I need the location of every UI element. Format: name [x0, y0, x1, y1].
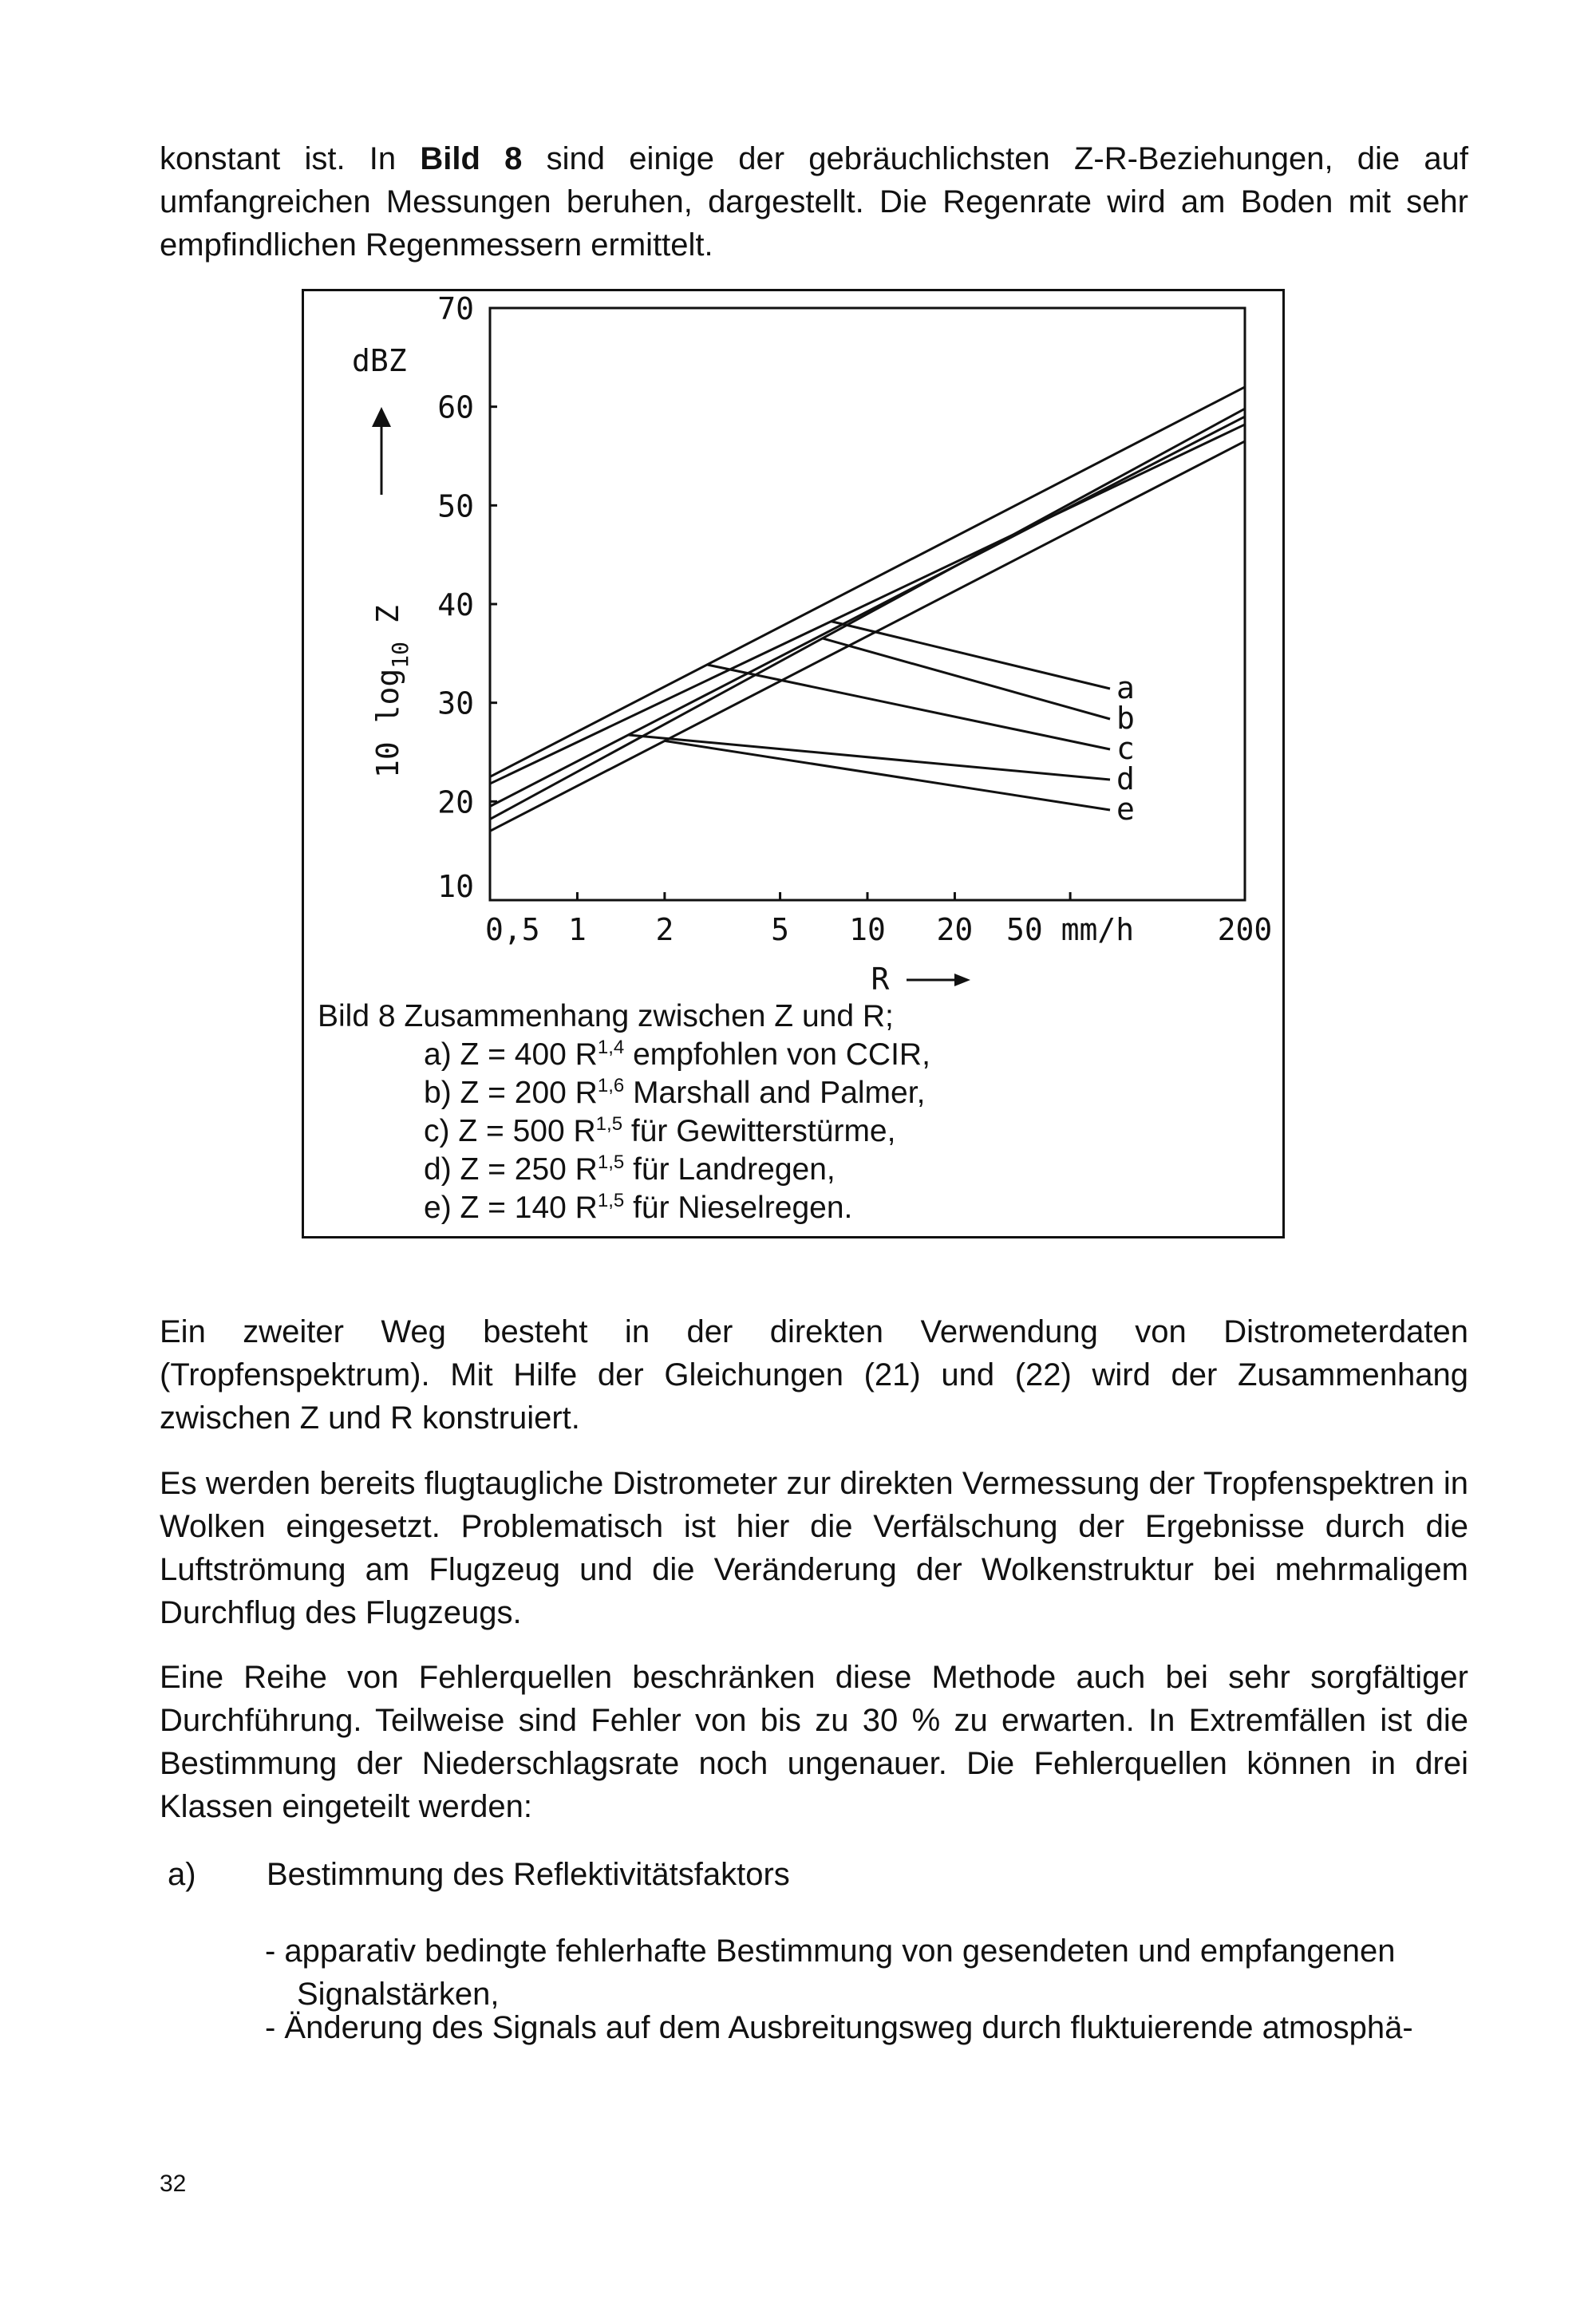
y-axis-label: 10 $\log_{10} Z$ — [370, 605, 413, 778]
x-tick-label: 10 — [849, 912, 886, 947]
plot-area — [352, 291, 1272, 997]
y-tick-label: 20 — [437, 784, 474, 820]
page-number: 32 — [160, 2171, 187, 2197]
series-label: b — [1116, 701, 1135, 736]
caption-item: a) Z = 400 R$^{1,4}$ empfohlen von CCIR, — [424, 1037, 930, 1072]
series-leader — [665, 741, 1110, 810]
caption-title: Bild 8 Zusammenhang zwischen Z und R; — [318, 999, 894, 1033]
x-tick-label: 0,5 — [485, 912, 540, 947]
x-tick-label: 50 mm/h — [1006, 912, 1135, 947]
y-axis-unit: dBZ — [352, 343, 407, 378]
series-label: e — [1116, 792, 1135, 827]
series-leader — [832, 622, 1110, 689]
x-tick-label: 20 — [936, 912, 974, 947]
paragraph-flight: Es werden bereits flugtaugliche Distrometer zur direkten Vermessung der Tropfenspektren in Wolken eingesetzt. Problematisch ist hier die Verfälschung der Ergebnisse durch die Luftströmung am Flugzeug und die Veränderung der Wolkenstruktur bei mehrmaligem Durchflug des Flugzeugs. — [160, 1466, 1468, 1630]
series-label: a — [1116, 670, 1135, 705]
y-tick-label: 50 — [437, 488, 474, 524]
paragraph-distrometer: Ein zweiter Weg besteht in der direkten Verwendung von Distrometerdaten (Tropfenspektrum). Mit Hilfe der Gleichungen (21) und (22) wird der Zusammenhang zwischen Z und R konstruiert. — [160, 1314, 1468, 1436]
caption-item: c) Z = 500 R$^{1,5}$ für Gewitterstürme, — [424, 1113, 896, 1148]
y-tick-label: 60 — [437, 389, 474, 425]
y-tick-label: 40 — [437, 587, 474, 622]
list-item: - apparativ bedingte fehlerhafte Bestimmung von gesendeten und empfangenen Signalstärken, — [265, 1934, 1396, 2012]
figure-8-box — [302, 289, 1285, 1238]
series-label: d — [1116, 761, 1135, 796]
caption-item: d) Z = 250 R$^{1,5}$ für Landregen, — [424, 1152, 836, 1187]
y-tick-label: 70 — [437, 291, 474, 326]
series-leader — [707, 665, 1110, 749]
paragraph-error-sources: Eine Reihe von Fehlerquellen beschränken diese Methode auch bei sehr sorgfältiger Durchführung. Teilweise sind Fehler von bis zu 30 % zu erwarten. In Extremfällen ist die Bestimmung der Niederschlagsrate noch ungenauer. Die Fehlerquellen können in drei Klassen eingeteilt werden: — [160, 1660, 1468, 1824]
x-axis-arrowhead — [954, 974, 970, 986]
y-tick-label: 10 — [437, 869, 474, 904]
x-tick-label: 2 — [655, 912, 674, 947]
caption-item: e) Z = 140 R$^{1,5}$ für Nieselregen. — [424, 1190, 853, 1225]
intro-paragraph: konstant ist. In Bild 8 sind einige der gebräuchlichsten Z-R-Beziehungen, die auf umfangreichen Messungen beruhen, dargestellt. Die Regenrate wird am Boden mit sehr empfindlichen Regenmessern ermittelt. — [160, 141, 1469, 263]
list-marker: a) — [168, 1857, 196, 1892]
x-tick-label: 1 — [567, 912, 587, 947]
x-tick-label: 5 — [771, 912, 790, 947]
list-heading: Bestimmung des Reflektivitätsfaktors — [267, 1857, 790, 1892]
series-label: c — [1116, 731, 1135, 766]
y-tick-label: 30 — [437, 685, 474, 721]
x-tick-label: 200 — [1217, 912, 1273, 947]
figure-reference: Bild 8 — [420, 141, 523, 176]
list-item: - Änderung des Signals auf dem Ausbreitungsweg durch fluktuierende atmosphä- — [265, 2010, 1413, 2045]
caption-item: b) Z = 200 R$^{1,6}$ Marshall and Palmer, — [424, 1075, 926, 1110]
x-axis-label: R — [871, 962, 890, 997]
y-axis-arrowhead — [372, 407, 391, 427]
